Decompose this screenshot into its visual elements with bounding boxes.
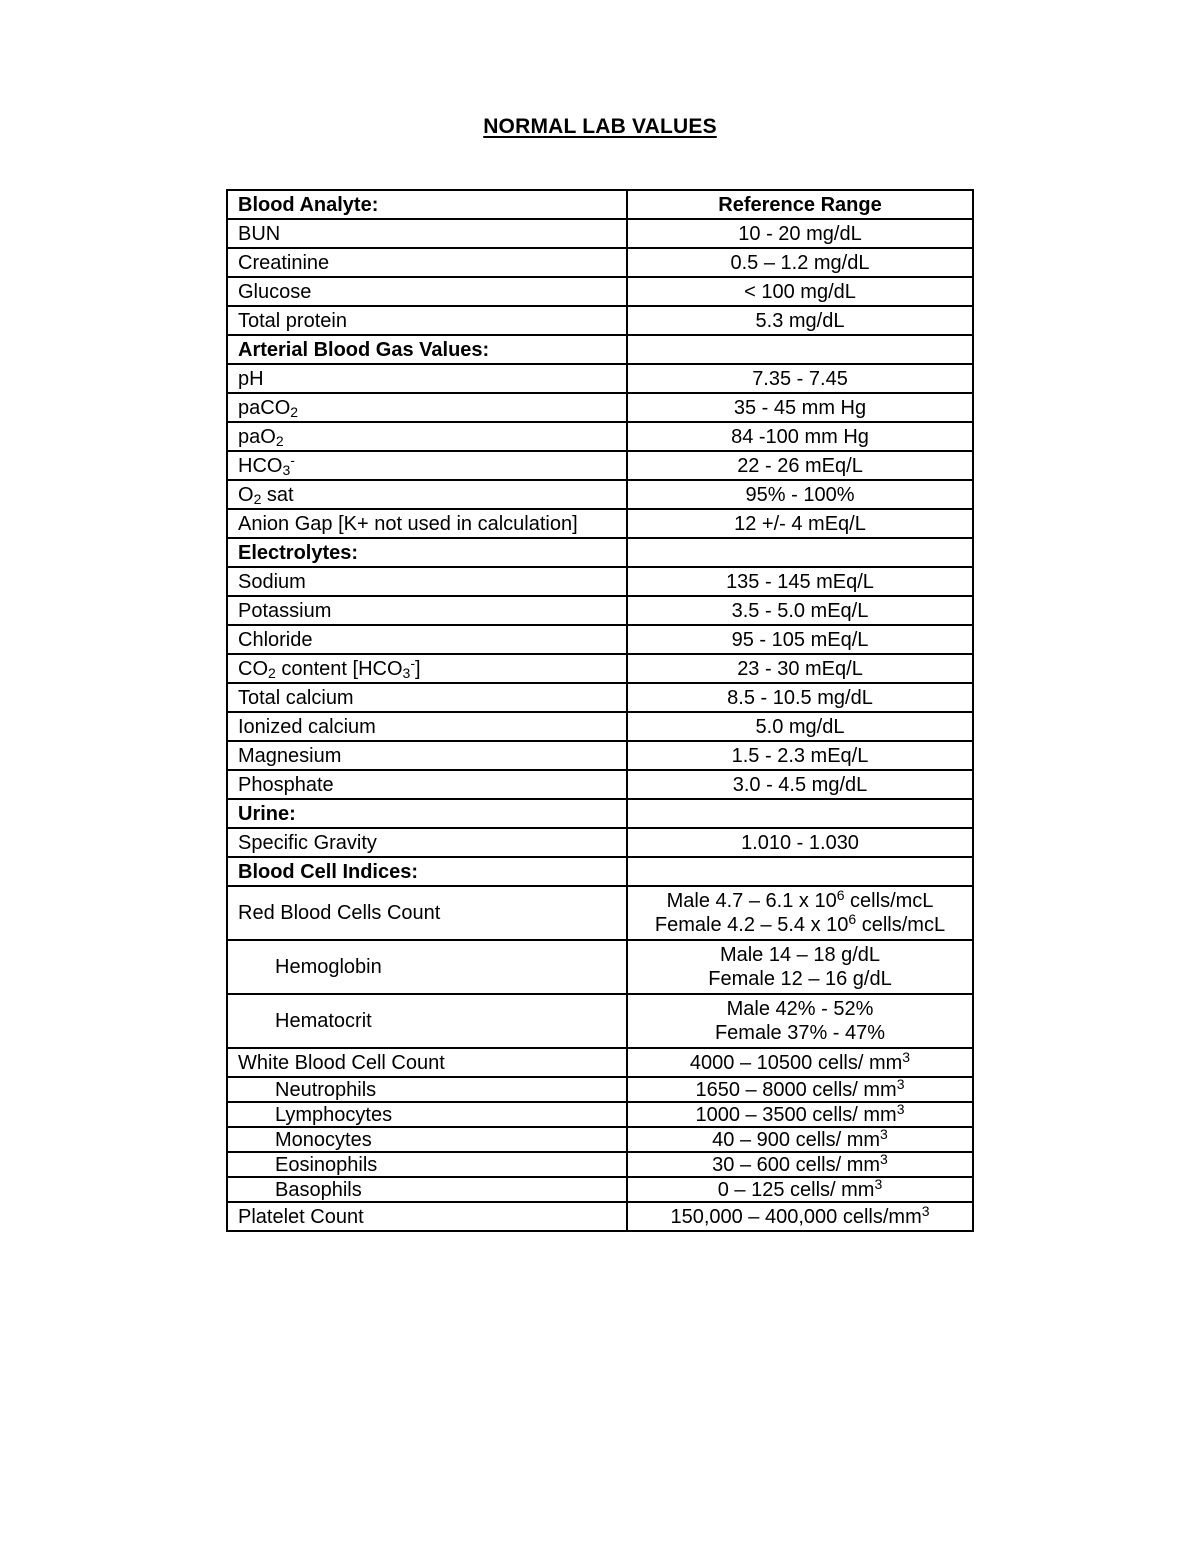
section-header-blood-cell-indices: Blood Cell Indices: [227, 857, 627, 886]
reference-range: 23 - 30 mEq/L [627, 654, 973, 683]
table-row [227, 1127, 973, 1152]
range-line-male [638, 889, 962, 913]
range-text: 1000 – 3500 cells/ mm [695, 1103, 897, 1126]
range-exponent: 3 [896, 1077, 905, 1092]
table-row [227, 683, 973, 712]
analyte-label [227, 480, 627, 509]
analyte-label [227, 393, 627, 422]
analyte-label: pH [227, 364, 627, 393]
analyte-label [227, 451, 627, 480]
table-row [227, 306, 973, 335]
range-text: 4000 – 10500 cells/ mm [689, 1051, 903, 1074]
label-text: content [HCO [275, 657, 403, 680]
table-row [227, 770, 973, 799]
table-row [227, 364, 973, 393]
range-exponent: 3 [880, 1127, 888, 1142]
lab-values-table [226, 189, 974, 1232]
table-row [227, 248, 973, 277]
reference-range: < 100 mg/dL [627, 277, 973, 306]
range-text: 40 – 900 cells/ mm [712, 1128, 881, 1151]
analyte-label [227, 422, 627, 451]
reference-range [627, 886, 973, 940]
range-line-female: Female 37% - 47% [714, 1022, 886, 1044]
table-row [227, 509, 973, 538]
empty-cell [627, 538, 973, 567]
reference-range [627, 1152, 973, 1177]
table-row [227, 654, 973, 683]
table-row [227, 422, 973, 451]
range-line-male: Male 14 – 18 g/dL [719, 944, 881, 966]
range-exponent: 6 [836, 887, 845, 903]
analyte-label: Glucose [227, 277, 627, 306]
analyte-label: Basophils [227, 1177, 627, 1202]
analyte-label: Anion Gap [K+ not used in calculation] [227, 509, 627, 538]
reference-range: 135 - 145 mEq/L [627, 567, 973, 596]
label-text: paCO [238, 396, 291, 419]
reference-range [627, 1048, 973, 1077]
analyte-label: Creatinine [227, 248, 627, 277]
table-row [227, 886, 973, 940]
table-row [227, 393, 973, 422]
label-text: CO [238, 657, 268, 680]
analyte-label [227, 654, 627, 683]
range-exponent: 3 [921, 1202, 930, 1219]
range-text: 150,000 – 400,000 cells/mm [670, 1205, 922, 1228]
analyte-label: Ionized calcium [227, 712, 627, 741]
range-text: 1650 – 8000 cells/ mm [695, 1078, 897, 1101]
reference-range: 35 - 45 mm Hg [627, 393, 973, 422]
label-subscript: 2 [253, 490, 262, 507]
analyte-label: Hemoglobin [227, 940, 627, 994]
column-header-analyte: Blood Analyte: [227, 190, 627, 219]
reference-range: 0.5 – 1.2 mg/dL [627, 248, 973, 277]
section-header-electrolytes: Electrolytes: [227, 538, 627, 567]
reference-range: 1.5 - 2.3 mEq/L [627, 741, 973, 770]
table-row [227, 828, 973, 857]
reference-range: 3.5 - 5.0 mEq/L [627, 596, 973, 625]
analyte-label: Chloride [227, 625, 627, 654]
table-row [227, 712, 973, 741]
range-text: cells/mcL [844, 890, 934, 912]
reference-range: 1.010 - 1.030 [627, 828, 973, 857]
reference-range [627, 994, 973, 1048]
range-text: 0 – 125 cells/ mm [717, 1178, 875, 1201]
reference-range [627, 1202, 973, 1231]
reference-range: 3.0 - 4.5 mg/dL [627, 770, 973, 799]
analyte-label: Total calcium [227, 683, 627, 712]
reference-range: 5.0 mg/dL [627, 712, 973, 741]
analyte-label: BUN [227, 219, 627, 248]
analyte-label: Platelet Count [227, 1202, 627, 1231]
table-row [227, 1102, 973, 1127]
range-exponent: 3 [902, 1048, 911, 1065]
section-header-row [227, 538, 973, 567]
analyte-label: Magnesium [227, 741, 627, 770]
table-row [227, 596, 973, 625]
table-row [227, 940, 973, 994]
table-row [227, 1152, 973, 1177]
label-text: ] [414, 657, 421, 680]
reference-range: 84 -100 mm Hg [627, 422, 973, 451]
reference-range [627, 1077, 973, 1102]
column-header-range: Reference Range [627, 190, 973, 219]
label-text: HCO [238, 454, 283, 477]
range-text: Female 4.2 – 5.4 x 10 [654, 914, 849, 936]
label-superscript: - [410, 654, 415, 671]
label-subscript: 2 [268, 664, 276, 681]
table-header-row [227, 190, 973, 219]
table-row [227, 1077, 973, 1102]
analyte-label: Eosinophils [227, 1152, 627, 1177]
reference-range: 12 +/- 4 mEq/L [627, 509, 973, 538]
range-exponent: 3 [874, 1177, 883, 1192]
table-row [227, 625, 973, 654]
analyte-label: Potassium [227, 596, 627, 625]
reference-range: 22 - 26 mEq/L [627, 451, 973, 480]
range-exponent: 6 [848, 911, 857, 927]
label-text: O [238, 483, 254, 506]
label-subscript: 3 [282, 461, 291, 478]
table-row [227, 1177, 973, 1202]
analyte-label: Total protein [227, 306, 627, 335]
table-row [227, 1202, 973, 1231]
analyte-label: Lymphocytes [227, 1102, 627, 1127]
reference-range: 10 - 20 mg/dL [627, 219, 973, 248]
label-superscript: - [290, 451, 295, 468]
reference-range: 8.5 - 10.5 mg/dL [627, 683, 973, 712]
reference-range: 95 - 105 mEq/L [627, 625, 973, 654]
label-text: sat [261, 483, 294, 506]
range-exponent: 3 [880, 1152, 888, 1167]
analyte-label: White Blood Cell Count [227, 1048, 627, 1077]
empty-cell [627, 799, 973, 828]
table-row [227, 567, 973, 596]
reference-range: 95% - 100% [627, 480, 973, 509]
empty-cell [627, 857, 973, 886]
reference-range: 7.35 - 7.45 [627, 364, 973, 393]
table-row [227, 277, 973, 306]
analyte-label: Hematocrit [227, 994, 627, 1048]
table-row [227, 741, 973, 770]
table-row [227, 994, 973, 1048]
reference-range [627, 1102, 973, 1127]
range-line-female: Female 12 – 16 g/dL [708, 968, 892, 990]
analyte-label: Sodium [227, 567, 627, 596]
range-exponent: 3 [896, 1102, 905, 1117]
section-header-row [227, 857, 973, 886]
section-header-urine: Urine: [227, 799, 627, 828]
analyte-label: Red Blood Cells Count [227, 886, 627, 940]
reference-range [627, 940, 973, 994]
analyte-label: Neutrophils [227, 1077, 627, 1102]
reference-range: 5.3 mg/dL [627, 306, 973, 335]
section-header-row [227, 335, 973, 364]
reference-range [627, 1127, 973, 1152]
table-row [227, 480, 973, 509]
analyte-label: Monocytes [227, 1127, 627, 1152]
empty-cell [627, 335, 973, 364]
range-text: cells/mcL [856, 914, 946, 936]
reference-range [627, 1177, 973, 1202]
label-subscript: 2 [290, 403, 299, 420]
label-subscript: 2 [275, 432, 284, 449]
section-header-arterial-blood-gas: Arterial Blood Gas Values: [227, 335, 627, 364]
range-text: 30 – 600 cells/ mm [712, 1153, 881, 1176]
range-line-male: Male 42% - 52% [726, 998, 874, 1020]
analyte-label: Specific Gravity [227, 828, 627, 857]
table-row [227, 451, 973, 480]
section-header-row [227, 799, 973, 828]
range-line-female [638, 913, 962, 937]
label-subscript: 3 [402, 664, 411, 681]
label-text: paO [238, 425, 276, 448]
table-row [227, 219, 973, 248]
analyte-label: Phosphate [227, 770, 627, 799]
table-row [227, 1048, 973, 1077]
page-title: NORMAL LAB VALUES [483, 115, 717, 138]
range-text: Male 4.7 – 6.1 x 10 [666, 890, 837, 912]
